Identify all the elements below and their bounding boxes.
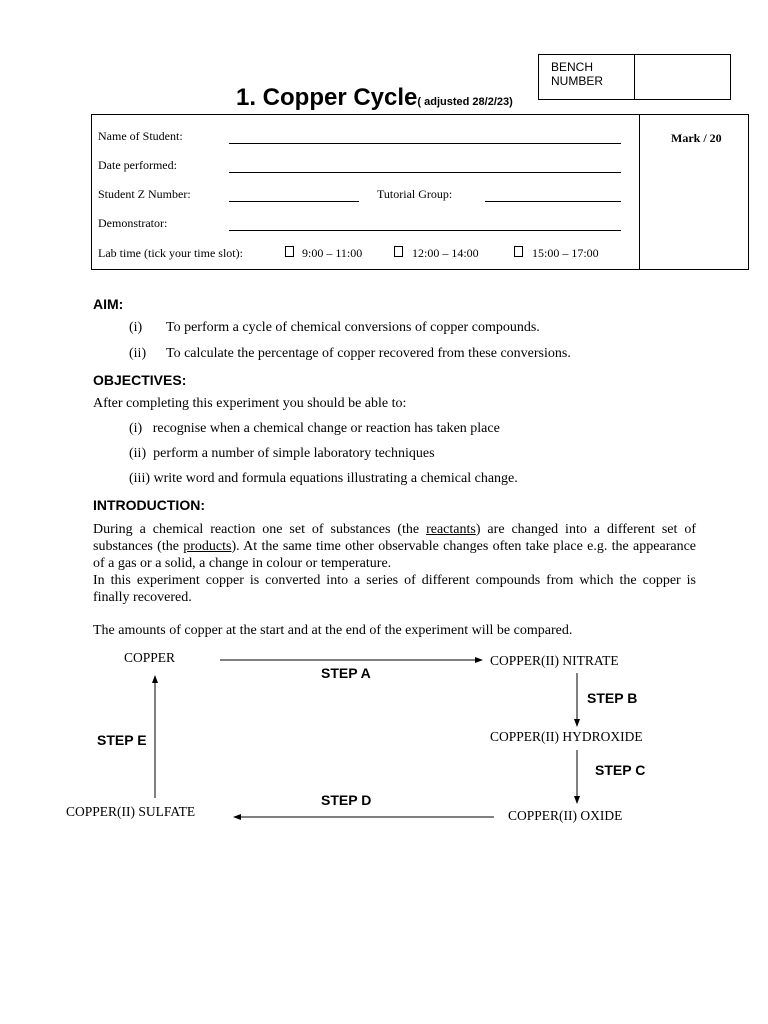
objective-item-3: (iii) write word and formula equations illustrating a chemical change. [129,471,518,486]
introduction-heading: INTRODUCTION: [93,497,205,513]
bench-label-line1: BENCH [551,60,594,74]
label-step-a: STEP A [321,665,371,681]
labtime-label: Lab time (tick your time slot): [98,246,243,260]
intro-products: products [183,539,232,554]
slot-label-3: 15:00 – 17:00 [532,246,599,260]
demonstrator-label: Demonstrator: [98,216,168,230]
title-main: 1. Copper Cycle [236,84,418,111]
objective-item-1: (i) recognise when a chemical change or reaction has taken place [129,421,500,436]
name-label: Name of Student: [98,129,183,143]
objective-item-2: (ii) perform a number of simple laboratory techniques [129,446,435,461]
label-step-e: STEP E [97,732,147,748]
znumber-label: Student Z Number: [98,187,191,201]
intro-paragraph-2: In this experiment copper is converted into a series of different compounds from which the copper is finally recovered. [93,573,696,605]
intro-p1-part-c: ). At the same time other observable changes often take place e.g. the appearance of a gas or a solid, a change in colour or temperature. [93,539,696,571]
aim-item-text-1: To perform a cycle of chemical conversions of copper compounds. [166,320,540,335]
intro-paragraph-3: The amounts of copper at the start and at the end of the experiment will be compared. [93,623,573,638]
intro-p1-part-b: ) are changed into a different set of substances (the [93,522,696,554]
aim-heading: AIM: [93,296,124,312]
slot-label-2: 12:00 – 14:00 [412,246,479,260]
node-copper-oxide: COPPER(II) OXIDE [508,808,623,823]
aim-item-num-1: (i) [129,320,143,335]
node-copper-nitrate: COPPER(II) NITRATE [490,653,619,668]
date-label: Date performed: [98,158,177,172]
intro-p1-part-a: During a chemical reaction one set of substances (the [93,522,427,537]
bench-label-line2: NUMBER [551,74,604,88]
aim-item-text-2: To calculate the percentage of copper recovered from these conversions. [166,346,571,361]
label-step-b: STEP B [587,690,638,706]
mark-label: Mark / 20 [671,131,722,145]
node-copper-hydroxide: COPPER(II) HYDROXIDE [490,729,643,744]
node-copper-sulfate: COPPER(II) SULFATE [66,804,196,819]
node-copper: COPPER [124,650,176,665]
tutorial-label: Tutorial Group: [377,187,453,201]
title-sub: ( adjusted 28/2/23) [417,96,513,108]
slot-label-1: 9:00 – 11:00 [302,246,363,260]
objectives-lead: After completing this experiment you should be able to: [93,396,407,411]
label-step-d: STEP D [321,792,372,808]
aim-item-num-2: (ii) [129,346,147,361]
intro-reactants: reactants [426,522,476,537]
objectives-heading: OBJECTIVES: [93,372,187,388]
label-step-c: STEP C [595,762,646,778]
